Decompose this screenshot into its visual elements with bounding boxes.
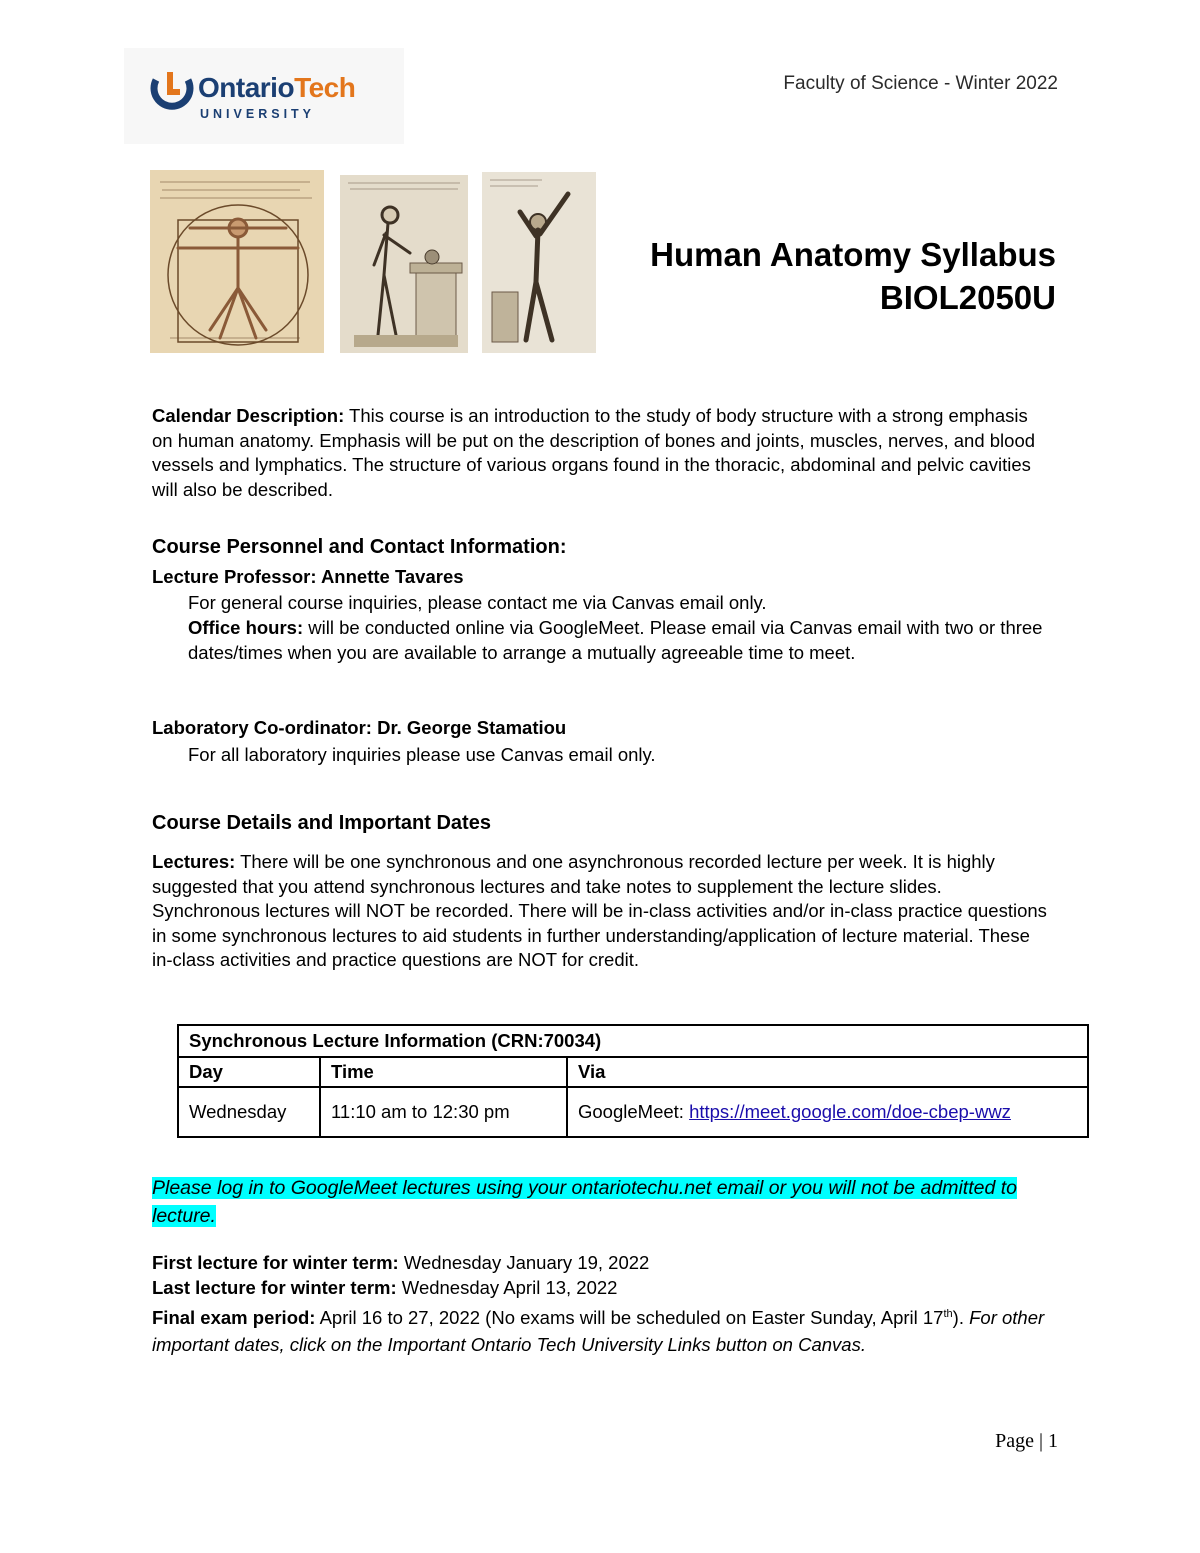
- lab-coordinator-label: Laboratory Co-ordinator: Dr. George Stamatiou: [152, 717, 567, 738]
- login-notice-text: Please log in to GoogleMeet lectures using your ontariotechu.net email or you will not be admitted to lecture.: [152, 1177, 1017, 1227]
- faculty-term: Faculty of Science - Winter 2022: [783, 73, 1058, 94]
- final-exam-sup: th: [943, 1308, 953, 1320]
- cell-day: Wednesday: [178, 1087, 320, 1137]
- via-prefix: GoogleMeet:: [578, 1101, 690, 1122]
- table-header-row: [178, 1057, 1088, 1087]
- last-lecture-value: Wednesday April 13, 2022: [396, 1277, 618, 1298]
- last-lecture: [152, 1276, 1052, 1301]
- calendar-label: Calendar Description:: [152, 405, 345, 426]
- login-notice: [152, 1174, 1052, 1230]
- other-dates-note: For other important dates, click on the Important Ontario Tech University Links button on Canvas.: [152, 1307, 1045, 1356]
- office-hours-text: will be conducted online via GoogleMeet. Please email via Canvas email with two or three dates/times when you are available to arrange a mutually agreeable time to meet.: [188, 617, 1043, 663]
- table-caption-row: [178, 1025, 1088, 1057]
- professor-label: Lecture Professor: Annette Tavares: [152, 566, 464, 587]
- final-exam-value: April 16 to 27, 2022 (No exams will be scheduled on Easter Sunday, April 17: [315, 1307, 944, 1329]
- googlemeet-link[interactable]: https://meet.google.com/doe-cbep-wwz: [689, 1101, 1011, 1122]
- office-hours-label: Office hours:: [188, 617, 304, 638]
- professor-contact: For general course inquiries, please contact me via Canvas email only.: [188, 592, 767, 613]
- course-code: BIOL2050U: [879, 279, 1056, 316]
- header-time: Time: [320, 1057, 567, 1087]
- last-lecture-label: Last lecture for winter term:: [152, 1277, 397, 1298]
- details-heading: Course Details and Important Dates: [152, 812, 491, 834]
- lectures-text: There will be one synchronous and one asynchronous recorded lecture per week. It is highly suggested that you attend synchronous lectures and take notes to supplement the lecture slides. Synchronous lectures will NOT be recorded. There will be in-class activities and/or in-class practice questions in some synchronous lectures to aid students in further understanding/application of lecture material. These in-class activities and practice questions are NOT for credit.: [152, 851, 1047, 970]
- skeleton-illustration: [340, 175, 468, 353]
- vitruvian-man-illustration: [150, 170, 324, 353]
- header-via: Via: [567, 1057, 1088, 1087]
- first-lecture: [152, 1251, 1052, 1276]
- calendar-text: This course is an introduction to the study of body structure with a strong emphasis on human anatomy. Emphasis will be put on the description of bones and joints, muscles, nerves, and blood vessels and lymphatics. The structure of various organs found in the thoracic, abdominal and pelvic cavities will also be described.: [152, 405, 1036, 500]
- first-lecture-label: First lecture for winter term:: [152, 1252, 399, 1273]
- final-exam-close: ).: [952, 1307, 964, 1329]
- final-exam-label: Final exam period:: [152, 1307, 316, 1329]
- logo-wordmark: OntarioTech: [198, 72, 356, 103]
- title-line-1: Human Anatomy Syllabus: [650, 236, 1056, 273]
- cell-via: [567, 1087, 1088, 1137]
- cell-time: 11:10 am to 12:30 pm: [320, 1087, 567, 1137]
- logo-subtitle: UNIVERSITY: [200, 107, 316, 121]
- lab-contact: For all laboratory inquiries please use Canvas email only.: [188, 744, 656, 765]
- lecture-schedule-table: [177, 1024, 1089, 1138]
- ontario-tech-logo-icon: [150, 70, 194, 118]
- office-hours: [188, 616, 1058, 665]
- document-title: [560, 233, 1056, 319]
- table-caption: Synchronous Lecture Information (CRN:70034): [178, 1025, 1088, 1057]
- personnel-heading: Course Personnel and Contact Information:: [152, 536, 567, 558]
- page-number: Page | 1: [995, 1430, 1058, 1452]
- final-exam-period: [152, 1301, 1052, 1358]
- first-lecture-value: Wednesday January 19, 2022: [398, 1252, 650, 1273]
- lectures-paragraph: [152, 850, 1052, 973]
- table-row: [178, 1087, 1088, 1137]
- lectures-label: Lectures:: [152, 851, 236, 872]
- header-day: Day: [178, 1057, 320, 1087]
- calendar-description: [152, 404, 1052, 502]
